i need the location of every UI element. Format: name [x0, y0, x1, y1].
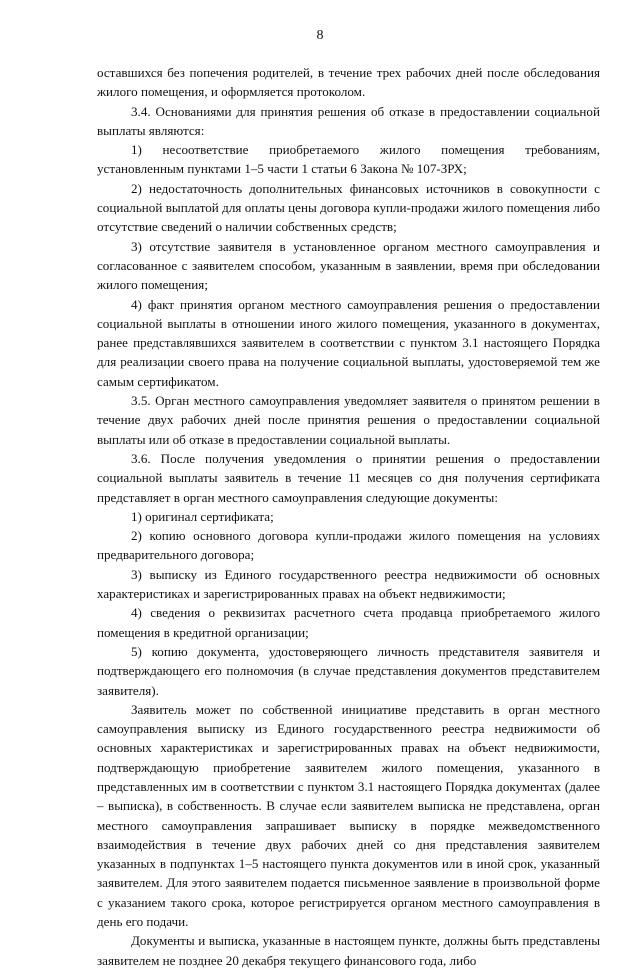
- paragraph-3-4-item-3: 3) отсутствие заявителя в установленное органом местного самоуправления и согласованное с заявителем способом, указанным в заявлении, время при обследовании жилого помещения;: [97, 238, 600, 293]
- paragraph-3-6-item-3: 3) выписку из Единого государственного реестра недвижимости об основных характеристиках и зарегистрированных правах на объект недвижимости;: [97, 566, 600, 602]
- document-body: [97, 63, 600, 970]
- paragraph-continuation: оставшихся без попечения родителей, в течение трех рабочих дней после обследования жилого помещения, и оформляется протоколом.: [97, 65, 600, 100]
- paragraph-3-6: 3.6. После получения уведомления о принятии решения о предоставлении социальной выплаты заявитель в течение 11 месяцев со дня получения сертификата представляет в орган местного самоуправления следующие документы:: [97, 450, 600, 505]
- paragraph-3-6-item-5: 5) копию документа, удостоверяющего личность представителя заявителя и подтверждающего его полномочия (в случае представления документов представителем заявителя).: [97, 643, 600, 698]
- paragraph-3-6-item-2: 2) копию основного договора купли-продажи жилого помещения на условиях предварительного договора;: [97, 528, 600, 563]
- paragraph-3-6-item-1: 1) оригинал сертификата;: [131, 508, 274, 524]
- page-number: 8: [316, 28, 324, 43]
- paragraph-applicant-initiative: Заявитель может по собственной инициативе представить в орган местного самоуправления выписку из Единого государственного реестра недвижимости об основных характеристиках и зарегистрированных правах на объект недвижимости, подтверждающую приобретение заявителем жилого помещения, указанного в представленных им в соответствии с пунктом 3.1 настоящего Порядка документах (далее – выписка), в собственность. В случае если заявителем выписка не представлена, орган местного самоуправления запрашивает выписку в порядке межведомственного взаимодействия в течение двух рабочих дней со дня представления заявителем указанных в подпунктах 1–5 настоящего пункта документов или в иной срок, указанный заявителем. Для этого заявителем подается письменное заявление в произвольной форме с указанием такого срока, которое регистрируется органом местного самоуправления в день его подачи.: [97, 701, 600, 930]
- paragraph-3-6-item-4: 4) сведения о реквизитах расчетного счета продавца приобретаемого жилого помещения в кредитной организации;: [97, 605, 600, 640]
- paragraph-3-4-item-1: 1) несоответствие приобретаемого жилого помещения требованиям, установленным пунктами 1–5 части 1 статьи 6 Закона № 107-ЗРХ;: [97, 142, 600, 177]
- paragraph-deadline: Документы и выписка, указанные в настоящем пункте, должны быть представлены заявителем не позднее 20 декабря текущего финансового года, либо: [97, 933, 600, 968]
- paragraph-3-4: 3.4. Основаниями для принятия решения об отказе в предоставлении социальной выплаты являются:: [97, 103, 600, 138]
- paragraph-3-5: 3.5. Орган местного самоуправления уведомляет заявителя о принятом решении в течение двух рабочих дней после принятия решения о предоставлении социальной выплаты или об отказе в предоставлении социальной выплаты.: [97, 393, 600, 447]
- paragraph-3-4-item-2: 2) недостаточность дополнительных финансовых источников в совокупности с социальной выплатой для оплаты цены договора купли-продажи жилого помещения либо отсутствие сведений о наличии собственных средств;: [97, 180, 600, 235]
- paragraph-3-4-item-4: 4) факт принятия органом местного самоуправления решения о предоставлении социальной выплаты в отношении иного жилого помещения, указанного в документах, ранее представлявшихся заявителем в соответствии с пунктом 3.1 настоящего Порядка для реализации своего права на получение социальной выплаты, удостоверяемой тем же самым сертификатом.: [97, 296, 600, 389]
